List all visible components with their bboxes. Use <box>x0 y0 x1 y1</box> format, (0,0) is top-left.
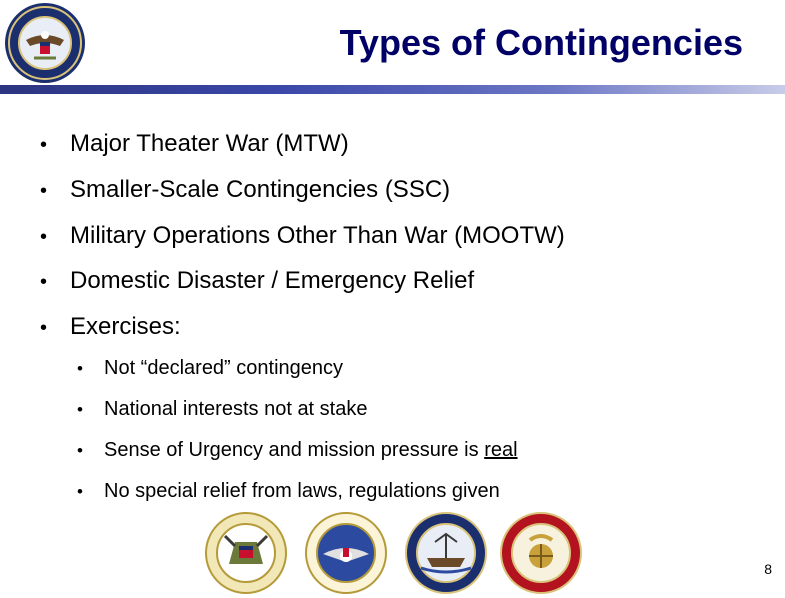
slide-title: Types of Contingencies <box>339 22 743 63</box>
bullet-text: Exercises: <box>70 313 181 340</box>
bullet-marker: • <box>40 180 48 202</box>
bullet-text: Military Operations Other Than War (MOOTW) <box>70 222 565 249</box>
bullet-item <box>40 130 349 158</box>
sub-bullet-item <box>77 398 367 421</box>
page-number: 8 <box>764 561 772 577</box>
sub-bullet-marker: • <box>77 400 83 419</box>
bullet-marker: • <box>40 271 48 293</box>
sub-bullet-item <box>77 439 518 462</box>
bullet-marker: • <box>40 134 48 156</box>
bullet-text: Domestic Disaster / Emergency Relief <box>70 267 475 294</box>
bullet-text: Major Theater War (MTW) <box>70 130 349 157</box>
bullet-item <box>40 267 474 295</box>
navy-seal <box>405 512 487 594</box>
bullet-marker: • <box>40 317 48 339</box>
sub-bullet-item <box>77 480 500 503</box>
department-of-defense-seal <box>4 2 86 84</box>
sub-bullet-text <box>104 439 518 462</box>
title-underline-bar <box>0 85 785 94</box>
sub-bullet-marker: • <box>77 359 83 378</box>
urgency-text: Sense of Urgency and mission pressure is <box>104 439 485 461</box>
bullet-marker: • <box>40 226 48 248</box>
air-force-seal <box>305 512 387 594</box>
bullet-text: Smaller-Scale Contingencies (SSC) <box>70 176 451 203</box>
underlined-emphasis: real <box>484 439 518 461</box>
sub-bullet-marker: • <box>77 482 83 501</box>
sub-bullet-text: National interests not at stake <box>104 398 368 420</box>
sub-bullet-item <box>77 357 343 380</box>
marine-corps-seal <box>500 512 582 594</box>
army-seal <box>205 512 287 594</box>
sub-bullet-text: No special relief from laws, regulations given <box>104 480 500 502</box>
bullet-item <box>40 176 450 204</box>
sub-bullet-text: Not “declared” contingency <box>104 357 344 379</box>
bullet-item <box>40 313 181 341</box>
sub-bullet-marker: • <box>77 441 83 460</box>
bullet-item <box>40 222 565 250</box>
